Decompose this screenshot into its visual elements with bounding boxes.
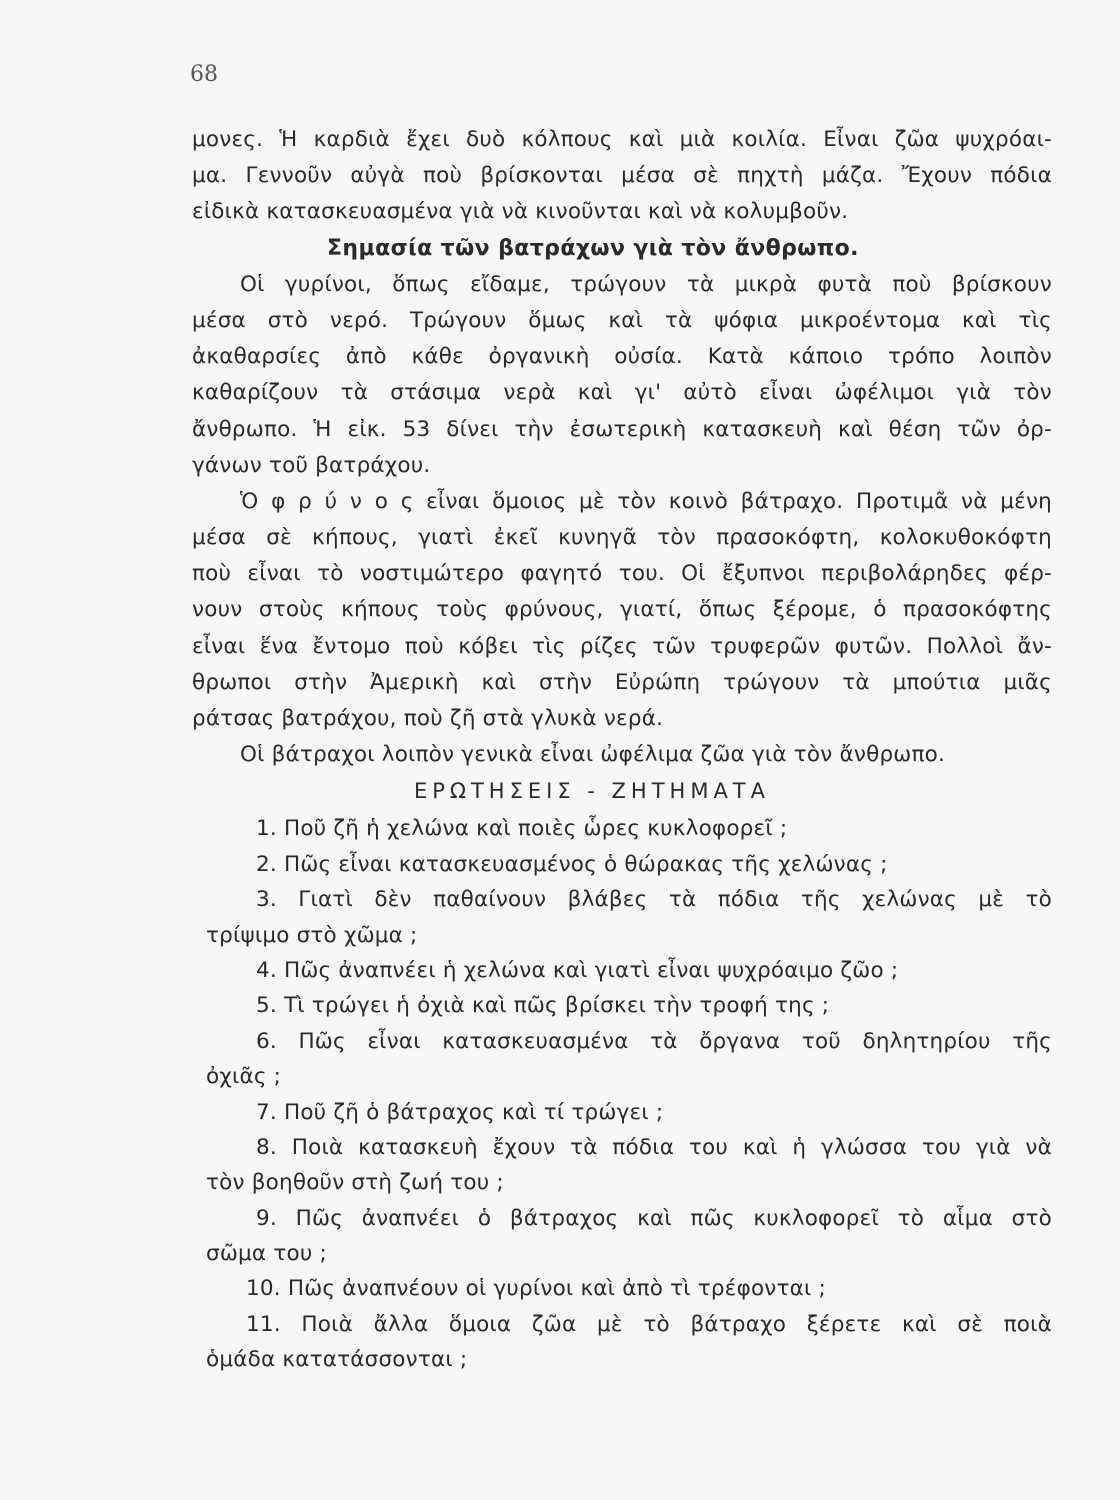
- text-line: ἄνθρωπο. Ἡ εἰκ. 53 δίνει τὴν ἐσωτερικὴ κατασκευὴ καὶ θέση τῶν ὀρ-: [192, 416, 1052, 442]
- text-line: καθαρίζουν τὰ στάσιμα νερὰ καὶ γι' αὐτὸ εἶναι ὠφέλιμοι γιὰ τὸν: [192, 380, 1052, 406]
- text-line: ποὺ εἶναι τὸ νοστιμώτερο φαγητό του. Οἱ ἔξυπνοι περιβολάρηδες φέρ-: [192, 561, 1052, 587]
- text-line: μονες. Ἡ καρδιὰ ἔχει δυὸ κόλπους καὶ μιὰ κοιλία. Εἶναι ζῶα ψυχρόαι-: [192, 127, 1052, 152]
- text-line: μα. Γεννοῦν αὐγὰ ποὺ βρίσκονται μέσα σὲ πηχτὴ μάζα. Ἔχουν πόδια: [192, 163, 1052, 189]
- question-line: 5. Τὶ τρώγει ἡ ὀχιὰ καὶ πῶς βρίσκει τὴν τροφή της ;: [256, 993, 830, 1019]
- text-line: ἀκαθαρσίες ἀπὸ κάθε ὀργανικὴ οὐσία. Κατὰ κάποιο τρόπο λοιπὸν: [192, 344, 1052, 370]
- paragraph-conclusion: [192, 737, 1052, 773]
- question-line: 10. Πῶς ἀναπνέουν οἱ γυρίνοι καὶ ἀπὸ τὶ τρέφονται ;: [246, 1276, 826, 1302]
- question-line: 2. Πῶς εἶναι κατασκευασμένος ὁ θώρακας τῆς χελώνας ;: [256, 851, 888, 877]
- text-line: Οἱ βάτραχοι λοιπὸν γενικὰ εἶναι ὠφέλιμα ζῶα γιὰ τὸν ἄνθρωπο.: [240, 742, 946, 768]
- text-line: μέσα στὸ νερό. Τρώγουν ὅμως καὶ τὰ ψόφια μικροέντομα καὶ τὶς: [192, 307, 1052, 333]
- questions-title: ΕΡΩΤΗΣΕΙΣ - ΖΗΤΗΜΑΤΑ: [414, 779, 770, 804]
- text-line: εἰδικὰ κατασκευασμένα γιὰ νὰ κινοῦνται καὶ νὰ κολυμβοῦν.: [192, 199, 849, 225]
- section-title: Σημασία τῶν βατράχων γιὰ τὸν ἄνθρωπο.: [327, 235, 859, 261]
- questions-list: [192, 811, 1052, 1377]
- text-line: εἶναι ἕνα ἔντομο ποὺ κόβει τὶς ρίζες τῶν τρυφερῶν φυτῶν. Πολλοὶ ἄν-: [192, 633, 1052, 659]
- question-line: τὸν βοηθοῦν στὴ ζωή του ;: [206, 1170, 504, 1196]
- question-line: 4. Πῶς ἀναπνέει ἡ χελώνα καὶ γιατὶ εἶναι ψυχρόαιμο ζῶο ;: [256, 957, 899, 983]
- question-line: 1. Ποῦ ζῆ ἡ χελώνα καὶ ποιὲς ὧρες κυκλοφορεῖ ;: [256, 816, 788, 842]
- text-line: Οἱ γυρίνοι, ὅπως εἴδαμε, τρώγουν τὰ μικρὰ φυτὰ ποὺ βρίσκουν: [240, 271, 1052, 297]
- text-line: θρωποι στὴν Ἀμερικὴ καὶ στὴν Εὐρώπη τρώγουν τὰ μπούτια μιᾶς: [192, 669, 1052, 695]
- text-line: μέσα σὲ κήπους, γιατὶ ἐκεῖ κυνηγᾶ τὸν πρασοκόφτη, κολοκυθοκόφτη: [192, 525, 1052, 551]
- page-number: 68: [190, 62, 218, 87]
- paragraph-tadpoles: [192, 267, 1052, 484]
- question-line: 11. Ποιὰ ἄλλα ὅμοια ζῶα μὲ τὸ βάτραχο ξέρετε καὶ σὲ ποιὰ: [246, 1311, 1052, 1337]
- text-line: ράτσας βατράχου, ποὺ ζῆ στὰ γλυκὰ νερά.: [192, 706, 664, 731]
- question-line: σῶμα του ;: [206, 1241, 327, 1267]
- question-line: τρίψιμο στὸ χῶμα ;: [206, 922, 418, 948]
- paragraph-anatomy: [192, 122, 1052, 231]
- question-line: 3. Γιατὶ δὲν παθαίνουν βλάβες τὰ πόδια τῆς χελώνας μὲ τὸ: [256, 887, 1052, 913]
- text-line: γάνων τοῦ βατράχου.: [192, 452, 431, 478]
- text-line: Ὁ φ ρ ύ ν ο ς εἶναι ὅμοιος μὲ τὸν κοινὸ βάτραχο. Προτιμᾶ νὰ μένη: [240, 488, 1052, 514]
- question-line: ὀχιᾶς ;: [206, 1064, 282, 1090]
- text-line: νουν στοὺς κήπους τοὺς φρύνους, γιατί, ὅπως ξέρομε, ὁ πρασοκόφτης: [192, 597, 1052, 623]
- question-line: 9. Πῶς ἀναπνέει ὁ βάτραχος καὶ πῶς κυκλοφορεῖ τὸ αἷμα στὸ: [256, 1205, 1052, 1231]
- question-line: ὁμάδα κατατάσσονται ;: [206, 1347, 468, 1373]
- question-line: 8. Ποιὰ κατασκευὴ ἔχουν τὰ πόδια του καὶ ἡ γλώσσα του γιὰ νὰ: [256, 1134, 1052, 1160]
- paragraph-toad: [192, 484, 1052, 737]
- question-line: 7. Ποῦ ζῆ ὁ βάτραχος καὶ τί τρώγει ;: [256, 1099, 664, 1125]
- question-line: 6. Πῶς εἶναι κατασκευασμένα τὰ ὄργανα τοῦ δηλητηρίου τῆς: [256, 1028, 1052, 1054]
- page-text: [192, 122, 1052, 1378]
